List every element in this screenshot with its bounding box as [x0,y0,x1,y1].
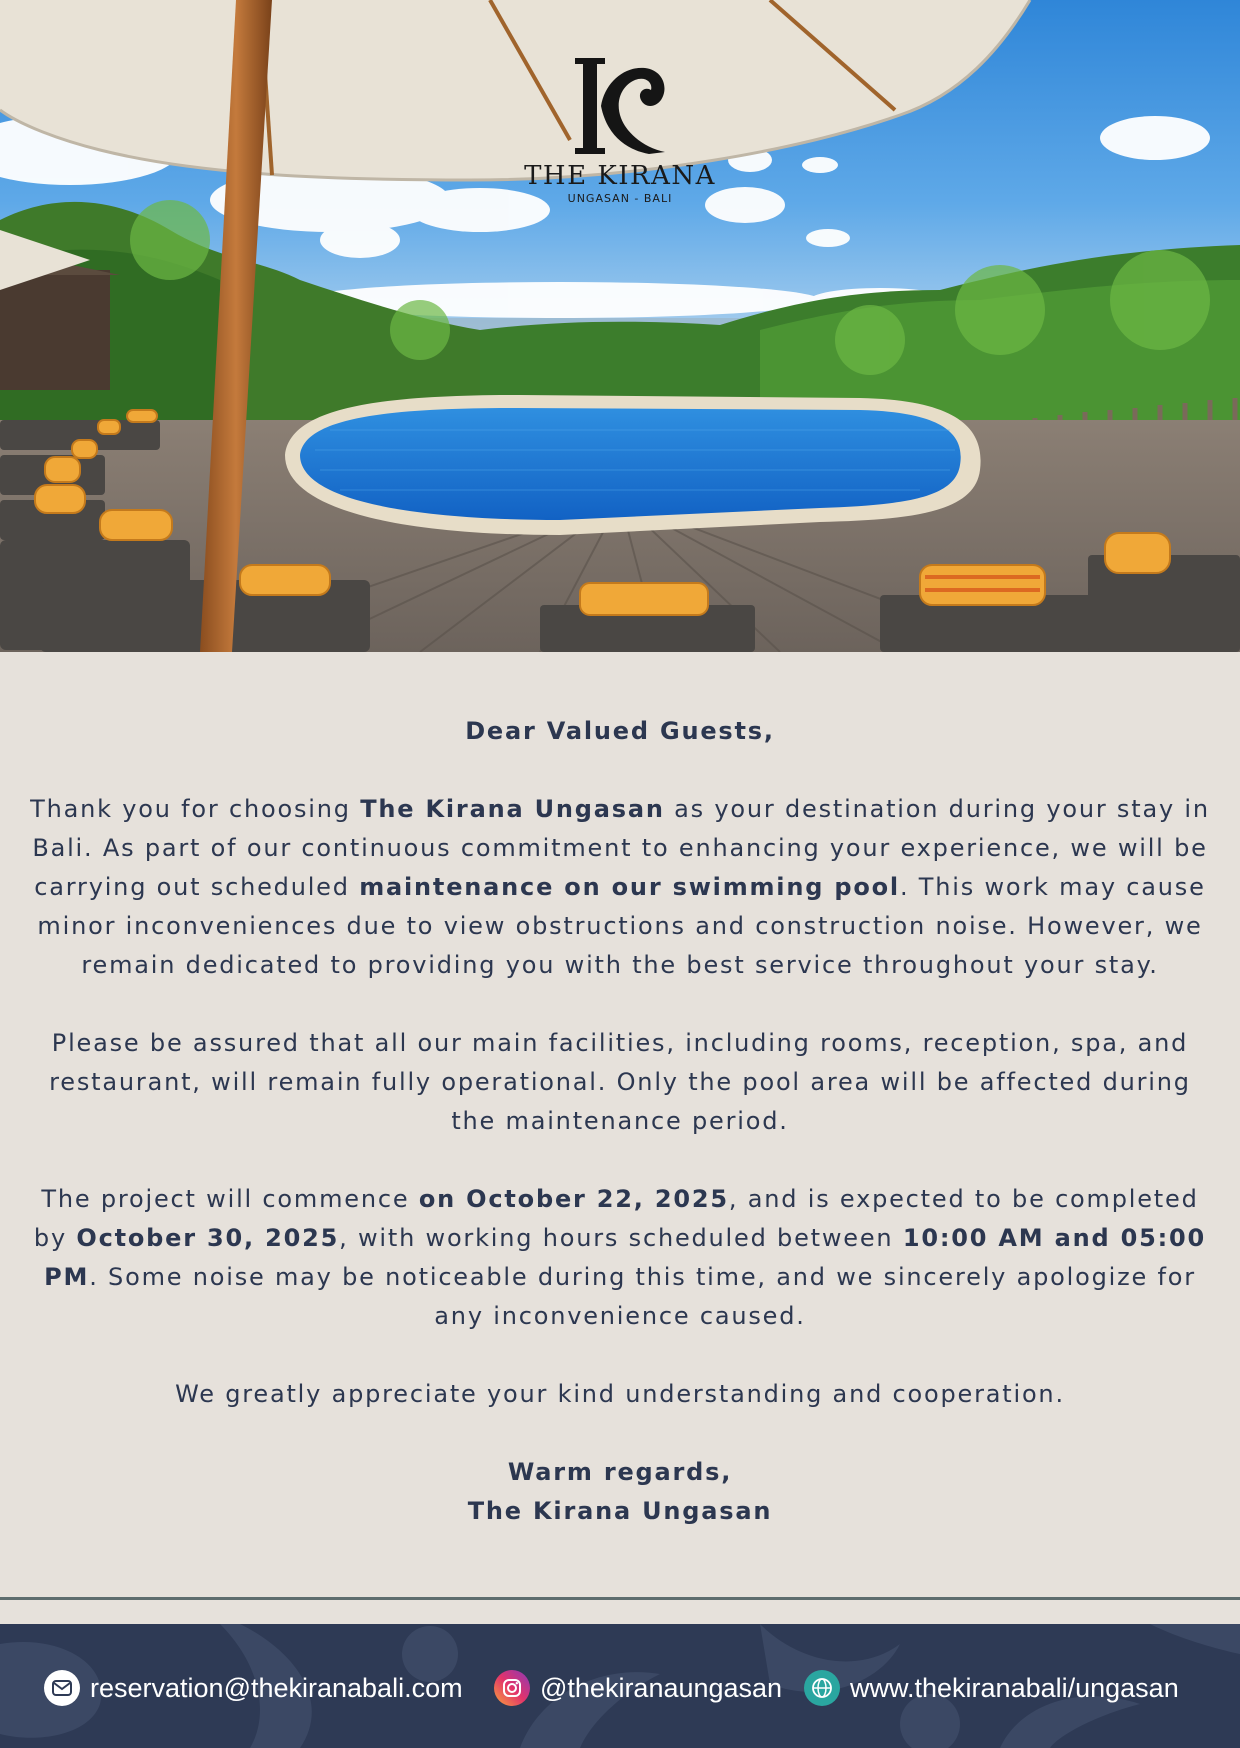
hero-image [0,0,1240,652]
instagram-handle[interactable]: @thekiranaungasan [540,1672,783,1703]
contact-website[interactable] [804,1668,1179,1708]
globe-icon [804,1670,840,1706]
notice-letter [30,712,1210,1531]
contact-instagram[interactable] [494,1668,782,1708]
divider [0,1597,1240,1600]
contact-email[interactable] [44,1668,463,1708]
closing: Warm regards, [507,1458,733,1486]
brand-logo [0,52,1240,205]
greeting: Dear Valued Guests, [465,717,775,745]
instagram-icon [494,1670,530,1706]
email-text[interactable]: reservation@thekiranabali.com [90,1672,463,1703]
brand-name: THE KIRANA [524,161,716,191]
kirana-k-monogram-icon [565,52,675,162]
website-text[interactable]: www.thekiranabali/ungasan [850,1672,1179,1703]
paragraph-thanks: We greatly appreciate your kind understanding and cooperation. [175,1380,1065,1408]
signature: The Kirana Ungasan [467,1497,773,1525]
brand-location: UNGASAN - BALI [567,192,673,205]
mail-icon [44,1670,80,1706]
paragraph-schedule: The project will commence on October 22, 2025, and is expected to be completed by October 30, 2025, with working hours scheduled between 10:00 AM and 05:00 PM. Some noise may be noticeable during this time, and we sincerely apologize for any inconvenience caused. [33,1185,1207,1330]
paragraph-intro: Thank you for choosing The Kirana Ungasan as your destination during your stay in Bali. As part of our continuous commitment to enhancing your experience, we will be carrying out scheduled maintenance on our swimming pool. This work may cause minor inconveniences due to view obstructions and construction noise. However, we remain dedicated to providing you with the best service throughout your stay. [30,795,1210,979]
contact-footer [0,1624,1240,1748]
paragraph-facilities: Please be assured that all our main facilities, including rooms, reception, spa, and restaurant, will remain fully operational. Only the pool area will be affected during the maintenance period. [49,1029,1191,1135]
